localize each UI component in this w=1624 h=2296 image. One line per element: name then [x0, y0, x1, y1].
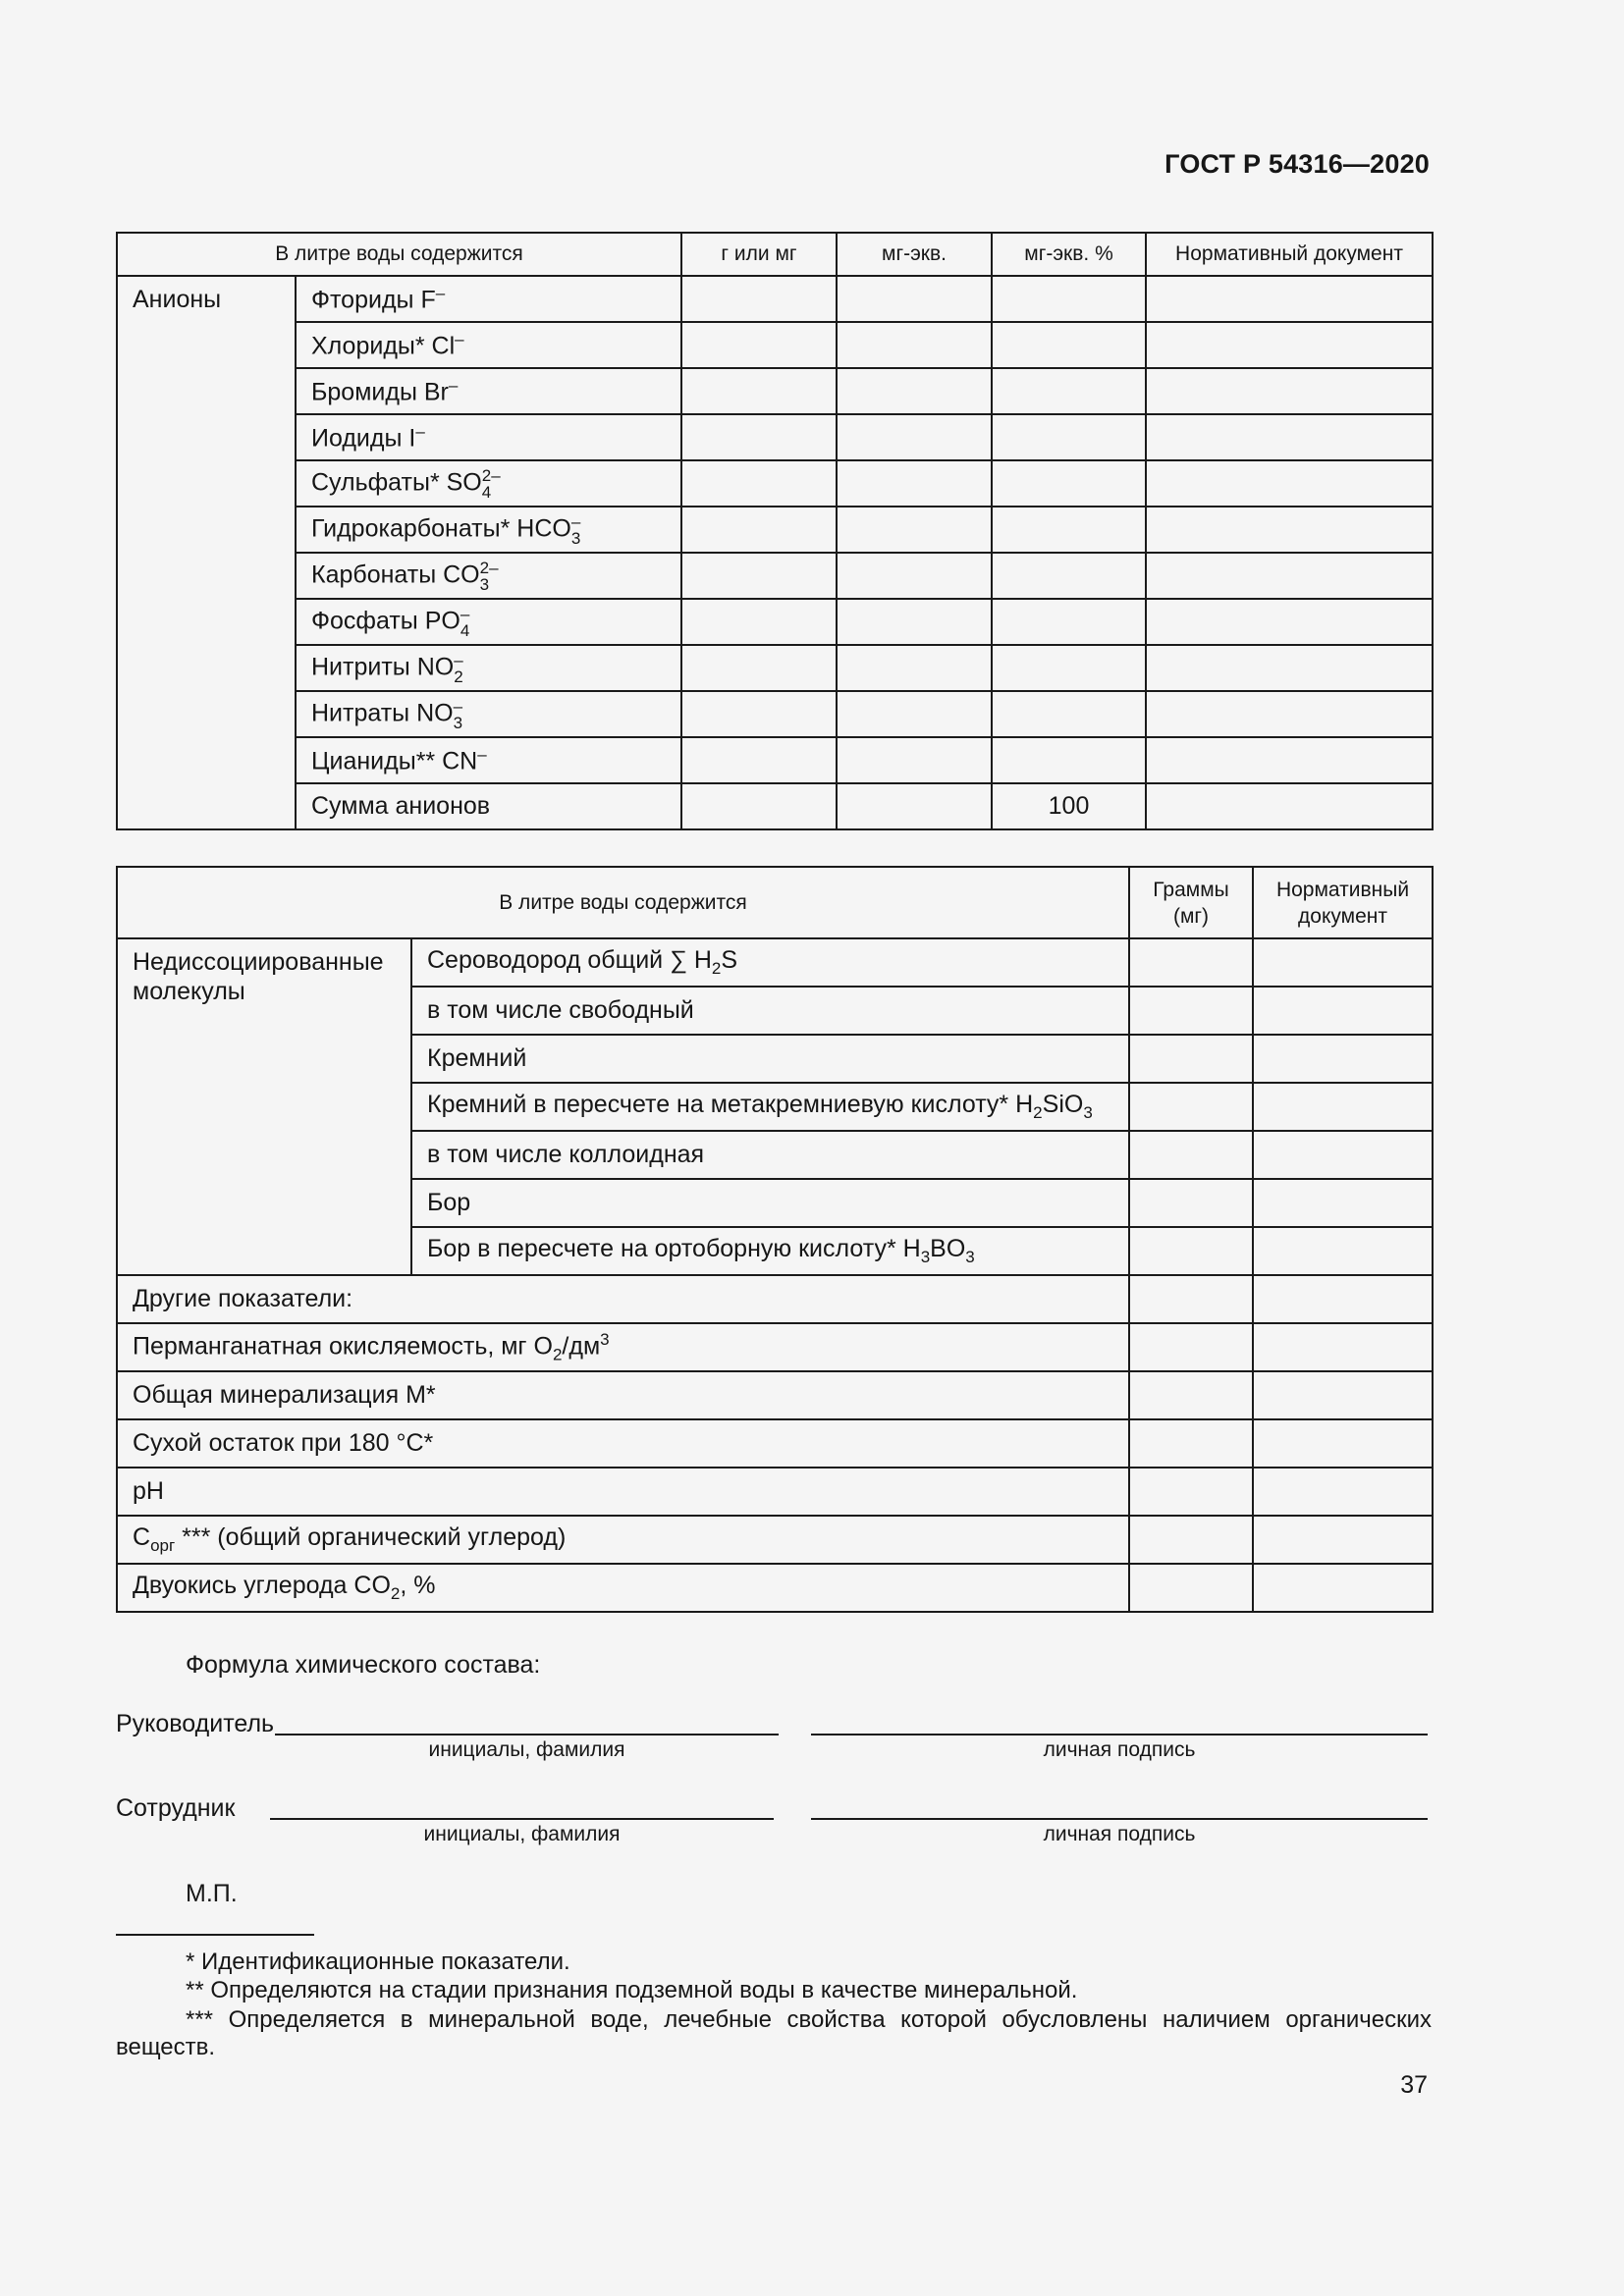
- page-number: 37: [1400, 2071, 1428, 2099]
- col-header-mg-eq-pct: мг-экв. %: [992, 233, 1146, 276]
- mg-eq-pct-cell: [992, 322, 1146, 368]
- g-mg-cell: [681, 322, 837, 368]
- mg-eq-cell: [837, 276, 992, 322]
- table-row: [117, 507, 1433, 553]
- grams-cell: [1129, 1179, 1253, 1227]
- norm-doc-cell: [1253, 1035, 1433, 1083]
- footnote-2: ** Определяются на стадии признания подземной воды в качестве минеральной.: [186, 1977, 1078, 2003]
- group-label-molecules: Недиссоциированные молекулы: [117, 938, 411, 1275]
- norm-doc-cell: [1146, 507, 1433, 553]
- g-mg-cell: [681, 599, 837, 645]
- row-label-colloidal: в том числе коллоидная: [411, 1131, 1129, 1179]
- table-row: [117, 1419, 1433, 1468]
- signature-caption: личная подпись: [1043, 1823, 1196, 1845]
- norm-doc-cell: [1146, 553, 1433, 599]
- molecules-header-row: [117, 867, 1433, 938]
- grams-cell: [1129, 1419, 1253, 1468]
- mg-eq-pct-cell: 100: [992, 783, 1146, 829]
- g-mg-cell: [681, 507, 837, 553]
- signature-caption: личная подпись: [1043, 1738, 1196, 1761]
- grams-cell: [1129, 1516, 1253, 1564]
- row-label: Фториды F–: [296, 276, 681, 322]
- row-label: Фосфаты PO – 4: [296, 599, 681, 645]
- row-label: Сумма анионов: [296, 783, 681, 829]
- norm-doc-cell: [1146, 276, 1433, 322]
- row-label: Цианиды** CN–: [296, 737, 681, 783]
- norm-doc-cell: [1253, 1516, 1433, 1564]
- row-label: Гидрокарбонаты* HCO – 3: [296, 507, 681, 553]
- grams-cell: [1129, 1035, 1253, 1083]
- norm-doc-cell: [1146, 691, 1433, 737]
- document-code: ГОСТ Р 54316—2020: [1164, 149, 1430, 179]
- employee-signature-line[interactable]: [811, 1818, 1428, 1820]
- table-row: [117, 645, 1433, 691]
- anions-header-row: [117, 233, 1433, 276]
- footnote-3-line-2: веществ.: [116, 2034, 216, 2060]
- mg-eq-cell: [837, 414, 992, 460]
- col-header-mg-eq: мг-экв.: [837, 233, 992, 276]
- norm-doc-cell: [1253, 938, 1433, 987]
- norm-doc-cell: [1253, 1419, 1433, 1468]
- g-mg-cell: [681, 460, 837, 507]
- norm-doc-cell: [1253, 1131, 1433, 1179]
- anions-table: [116, 232, 1434, 830]
- grams-cell: [1129, 1564, 1253, 1612]
- mg-eq-pct-cell: [992, 737, 1146, 783]
- mg-eq-cell: [837, 599, 992, 645]
- mg-eq-cell: [837, 322, 992, 368]
- row-label: Сульфаты* SO 2– 4: [296, 460, 681, 507]
- employee-label: Сотрудник: [116, 1794, 236, 1822]
- table-row: [117, 1564, 1433, 1612]
- table-row: [117, 322, 1433, 368]
- mg-eq-cell: [837, 460, 992, 507]
- mg-eq-cell: [837, 783, 992, 829]
- employee-initials-line[interactable]: [270, 1818, 774, 1820]
- row-label-boric-acid: Бор в пересчете на ортоборную кислоту* $H_3BO_3$: [411, 1227, 1129, 1275]
- footnote-3-line-1: *** Определяется в минеральной воде, лечебные свойства которой обусловлены наличием органических: [186, 2006, 1432, 2033]
- norm-doc-cell: [1146, 322, 1433, 368]
- row-label-silicic-acid: Кремний в пересчете на метакремниевую кислоту* $H_2SiO_3$: [411, 1083, 1129, 1131]
- grams-cell: [1129, 987, 1253, 1035]
- row-label: Бромиды Br–: [296, 368, 681, 414]
- mg-eq-pct-cell: [992, 460, 1146, 507]
- col-header-norm-doc: Нормативный документ: [1253, 867, 1433, 938]
- row-label: Карбонаты CO 2– 3: [296, 553, 681, 599]
- table-row: [117, 737, 1433, 783]
- grams-cell: [1129, 1083, 1253, 1131]
- head-label: Руководитель: [116, 1710, 275, 1737]
- table-row: [117, 938, 1433, 987]
- norm-doc-cell: [1146, 414, 1433, 460]
- norm-doc-cell: [1146, 645, 1433, 691]
- norm-doc-cell: [1253, 987, 1433, 1035]
- group-label-anions: Анионы: [117, 276, 296, 829]
- table-row: [117, 599, 1433, 645]
- g-mg-cell: [681, 645, 837, 691]
- table-row: [117, 1275, 1433, 1323]
- seal-label: М.П.: [186, 1880, 238, 1907]
- grams-cell: [1129, 1468, 1253, 1516]
- mg-eq-pct-cell: [992, 599, 1146, 645]
- g-mg-cell: [681, 414, 837, 460]
- norm-doc-cell: [1253, 1275, 1433, 1323]
- table-row: [117, 1516, 1433, 1564]
- col-header-grams: Граммы (мг): [1129, 867, 1253, 938]
- table-row: [117, 1468, 1433, 1516]
- g-mg-cell: [681, 553, 837, 599]
- footnote-separator: [116, 1934, 314, 1936]
- grams-cell: [1129, 1227, 1253, 1275]
- row-label-other: Другие показатели:: [117, 1275, 1129, 1323]
- mg-eq-cell: [837, 691, 992, 737]
- initials-caption: инициалы, фамилия: [423, 1823, 621, 1845]
- mg-eq-cell: [837, 368, 992, 414]
- table-row: [117, 783, 1433, 829]
- table-row: [117, 691, 1433, 737]
- mg-eq-pct-cell: [992, 507, 1146, 553]
- col-header-g-mg: г или мг: [681, 233, 837, 276]
- row-label-permanganate: Перманганатная окисляемость, мг $O_2/дм^3$: [117, 1323, 1129, 1371]
- norm-doc-cell: [1253, 1371, 1433, 1419]
- table-row: [117, 1371, 1433, 1419]
- head-signature-line[interactable]: [811, 1734, 1428, 1735]
- row-label-corg: $С_{орг}$ *** (общий органический углерод): [117, 1516, 1129, 1564]
- norm-doc-cell: [1253, 1227, 1433, 1275]
- mg-eq-pct-cell: [992, 691, 1146, 737]
- initials-caption: инициалы, фамилия: [428, 1738, 625, 1761]
- norm-doc-cell: [1146, 783, 1433, 829]
- row-label: Нитраты NO – 3: [296, 691, 681, 737]
- norm-doc-cell: [1146, 368, 1433, 414]
- mg-eq-cell: [837, 507, 992, 553]
- grams-cell: [1129, 1371, 1253, 1419]
- row-label-co2: Двуокись углерода $CO_2$, %: [117, 1564, 1129, 1612]
- table-row: [117, 1323, 1433, 1371]
- mg-eq-cell: [837, 553, 992, 599]
- row-label-h2s: Сероводород общий ∑ $H_2S$: [411, 938, 1129, 987]
- grams-cell: [1129, 938, 1253, 987]
- norm-doc-cell: [1253, 1564, 1433, 1612]
- footnote-1: * Идентификационные показатели.: [186, 1949, 570, 1975]
- table-row: [117, 414, 1433, 460]
- row-label-boron: Бор: [411, 1179, 1129, 1227]
- row-label-ph: pH: [117, 1468, 1129, 1516]
- col-header-content: В литре воды содержится: [117, 867, 1129, 938]
- g-mg-cell: [681, 276, 837, 322]
- g-mg-cell: [681, 737, 837, 783]
- table-row: [117, 553, 1433, 599]
- mg-eq-pct-cell: [992, 276, 1146, 322]
- row-label-mineralization: Общая минерализация М*: [117, 1371, 1129, 1419]
- row-label: Иодиды I–: [296, 414, 681, 460]
- grams-cell: [1129, 1275, 1253, 1323]
- row-label-free: в том числе свободный: [411, 987, 1129, 1035]
- row-label-dry-residue: Сухой остаток при 180 °С*: [117, 1419, 1129, 1468]
- row-label: Нитриты NO – 2: [296, 645, 681, 691]
- head-initials-line[interactable]: [275, 1734, 779, 1735]
- g-mg-cell: [681, 691, 837, 737]
- col-header-norm-doc: Нормативный документ: [1146, 233, 1433, 276]
- g-mg-cell: [681, 783, 837, 829]
- row-label: Хлориды* Cl–: [296, 322, 681, 368]
- col-header-content: В литре воды содержится: [117, 233, 681, 276]
- norm-doc-cell: [1253, 1179, 1433, 1227]
- grams-cell: [1129, 1131, 1253, 1179]
- mg-eq-pct-cell: [992, 414, 1146, 460]
- norm-doc-cell: [1146, 460, 1433, 507]
- norm-doc-cell: [1146, 599, 1433, 645]
- formula-label: Формула химического состава:: [186, 1651, 541, 1679]
- molecules-table: [116, 866, 1434, 1613]
- norm-doc-cell: [1146, 737, 1433, 783]
- table-row: [117, 460, 1433, 507]
- mg-eq-cell: [837, 645, 992, 691]
- mg-eq-cell: [837, 737, 992, 783]
- mg-eq-pct-cell: [992, 368, 1146, 414]
- row-label-silicon: Кремний: [411, 1035, 1129, 1083]
- norm-doc-cell: [1253, 1468, 1433, 1516]
- norm-doc-cell: [1253, 1323, 1433, 1371]
- table-row: [117, 368, 1433, 414]
- norm-doc-cell: [1253, 1083, 1433, 1131]
- grams-cell: [1129, 1323, 1253, 1371]
- mg-eq-pct-cell: [992, 553, 1146, 599]
- g-mg-cell: [681, 368, 837, 414]
- mg-eq-pct-cell: [992, 645, 1146, 691]
- table-row: [117, 276, 1433, 322]
